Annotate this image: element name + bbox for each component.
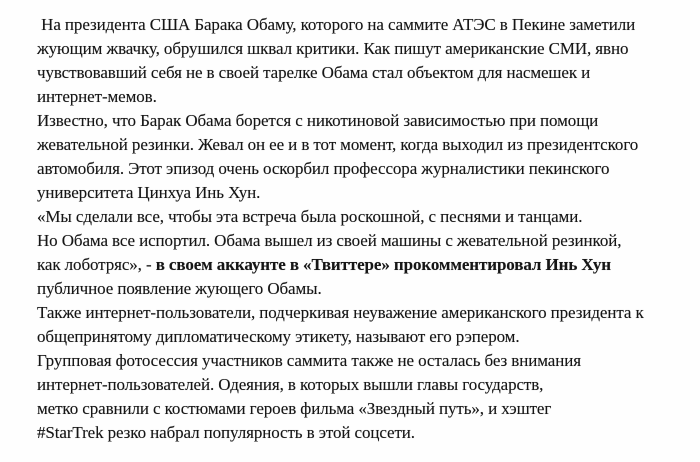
text-segment: #StarTrek резко набрал популярность в этой соцсети. — [37, 423, 415, 442]
text-segment: как лоботряс», - — [37, 255, 156, 274]
text-line — [37, 13, 684, 37]
text-line — [37, 373, 684, 397]
text-line — [37, 181, 684, 205]
text-line — [37, 109, 684, 133]
text-line — [37, 301, 684, 325]
text-segment: интернет-пользователей. Одеяния, в которых вышли главы государств, — [37, 375, 544, 394]
text-line — [37, 325, 684, 349]
text-line — [37, 253, 684, 277]
text-segment: университета Цинхуа Инь Хун. — [37, 183, 261, 202]
text-line — [37, 157, 684, 181]
text-segment: автомобиля. Этот эпизод очень оскорбил профессора журналистики пекинского — [37, 159, 610, 178]
text-segment: жующим жвачку, обрушился шквал критики. Как пишут американские СМИ, явно — [37, 39, 629, 58]
text-segment: публичное появление жующего Обамы. — [37, 279, 322, 298]
text-segment: интернет-мемов. — [37, 87, 157, 106]
text-segment: «Мы сделали все, чтобы эта встреча была роскошной, с песнями и танцами. — [37, 207, 583, 226]
text-segment: На президента США Барака Обаму, которого на саммите АТЭС в Пекине заметили — [37, 15, 636, 34]
text-segment: Также интернет-пользователи, подчеркивая неуважение американского президента к — [37, 303, 644, 322]
text-line — [37, 61, 684, 85]
text-line — [37, 205, 684, 229]
text-segment: Но Обама все испортил. Обама вышел из своей машины с жевательной резинкой, — [37, 231, 622, 250]
text-line — [37, 229, 684, 253]
text-segment: чувствовавший себя не в своей тарелке Обама стал объектом для насмешек и — [37, 63, 591, 82]
text-line — [37, 349, 684, 373]
text-line — [37, 277, 684, 301]
text-line — [37, 397, 684, 421]
text-line — [37, 37, 684, 61]
text-segment: Групповая фотосессия участников саммита также не осталась без внимания — [37, 351, 581, 370]
text-line — [37, 421, 684, 445]
text-line — [37, 85, 684, 109]
text-line — [37, 133, 684, 157]
text-segment: жевательной резинки. Жевал он ее и в тот момент, когда выходил из президентского — [37, 135, 639, 154]
text-segment: общепринятому дипломатическому этикету, называют его рэпером. — [37, 327, 520, 346]
text-segment-bold: в своем аккаунте в «Твиттере» прокомментировал Инь Хун — [155, 255, 611, 274]
text-segment: метко сравнили с костюмами героев фильма «Звездный путь», и хэштег — [37, 399, 552, 418]
text-segment: Известно, что Барак Обама борется с никотиновой зависимостью при помощи — [37, 111, 599, 130]
